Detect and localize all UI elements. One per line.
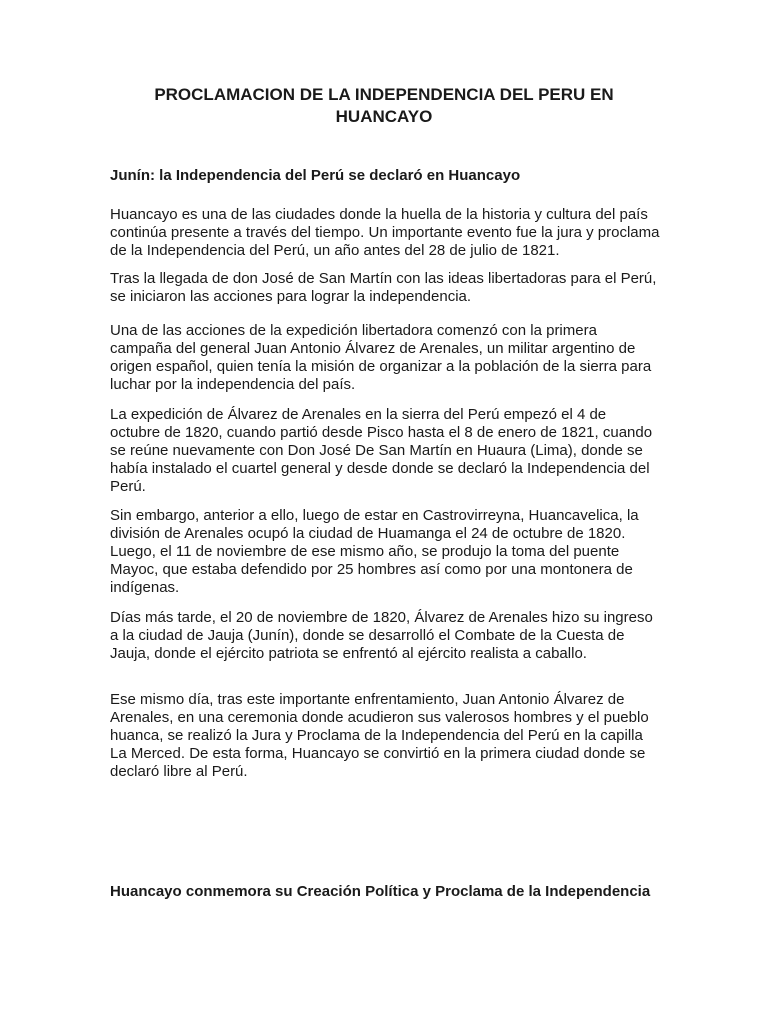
paragraph-2: Tras la llegada de don José de San Martín con las ideas libertadoras para el Perú, se iniciaron las acciones para lograr la independencia. — [110, 270, 657, 305]
paragraph-1: Huancayo es una de las ciudades donde la huella de la historia y cultura del país continúa presente a través del tiempo. Un importante evento fue la jura y proclama de la Independencia del Perú, un año antes del 28 de julio de 1821. — [110, 206, 660, 259]
document-title: PROCLAMACION DE LA INDEPENDENCIA DEL PERU EN HUANCAYO — [154, 85, 614, 126]
paragraph-3: Una de las acciones de la expedición libertadora comenzó con la primera campaña del general Juan Antonio Álvarez de Arenales, un militar argentino de origen español, quien tenía la misión de organizar a la población de la sierra para luchar por la independencia del país. — [110, 322, 652, 393]
document-subtitle: Junín: la Independencia del Perú se declaró en Huancayo — [110, 167, 521, 184]
section-heading: Huancayo conmemora su Creación Política y Proclama de la Independencia — [110, 883, 651, 900]
paragraph-7: Ese mismo día, tras este importante enfrentamiento, Juan Antonio Álvarez de Arenales, en una ceremonia donde acudieron sus valerosos hombres y el pueblo huanca, se realizó la Jura y Proclama de la Independencia del Perú en la capilla La Merced. De esta forma, Huancayo se convirtió en la primera ciudad donde se declaró libre al Perú. — [110, 691, 649, 780]
paragraph-4: La expedición de Álvarez de Arenales en la sierra del Perú empezó el 4 de octubre de 1820, cuando partió desde Pisco hasta el 8 de enero de 1821, cuando se reúne nuevamente con Don José De San Martín en Huaura (Lima), donde se había instalado el cuartel general y desde donde se declaró la Independencia del Perú. — [110, 406, 653, 495]
paragraph-6: Días más tarde, el 20 de noviembre de 1820, Álvarez de Arenales hizo su ingreso a la ciudad de Jauja (Junín), donde se desarrolló el Combate de la Cuesta de Jauja, donde el ejército patriota se enfrentó al ejército realista a caballo. — [110, 609, 653, 662]
paragraph-5: Sin embargo, anterior a ello, luego de estar en Castrovirreyna, Huancavelica, la división de Arenales ocupó la ciudad de Huamanga el 24 de octubre de 1820. Luego, el 11 de noviembre de ese mismo año, se produjo la toma del puente Mayoc, que estaba defendido por 25 hombres así como por una montonera de indígenas. — [110, 507, 639, 596]
